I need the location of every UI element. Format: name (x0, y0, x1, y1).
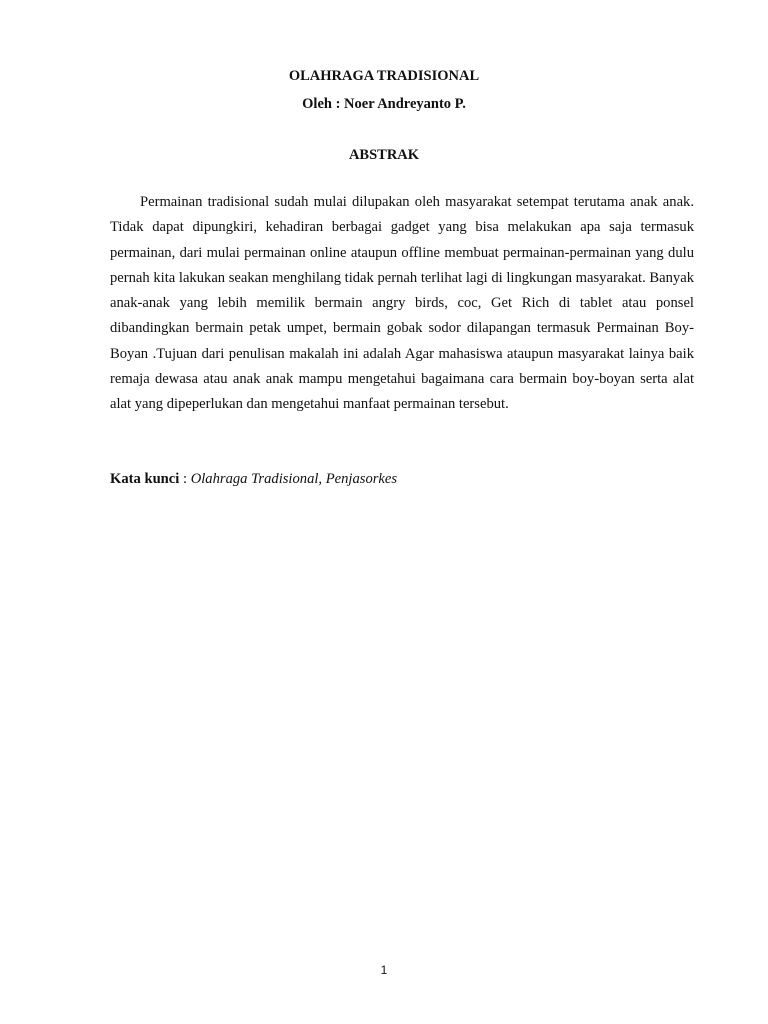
keywords-line (110, 468, 694, 490)
keywords-separator: : (179, 471, 191, 487)
keywords-label: Kata kunci (110, 471, 180, 487)
author-line: Oleh : Noer Andreyanto P. (302, 96, 466, 112)
page-number: 1 (380, 963, 388, 977)
abstract-paragraph: Permainan tradisional sudah mulai dilupakan oleh masyarakat setempat terutama anak anak. Tidak dapat dipungkiri, kehadiran berbagai gadget yang bisa melakukan apa saja termasuk permainan, dari mulai permainan online ataupun offline membuat permainan-permainan yang dulu pernah kita lakukan seakan menghilang tidak pernah terlihat lagi di lingkungan masyarakat. Banyak anak-anak yang lebih memilik bermain angry birds, coc, Get Rich di tablet atau ponsel dibandingkan bermain petak umpet, bermain gobak sodor dilapangan termasuk Permainan Boy- Boyan .Tujuan dari penulisan makalah ini adalah Agar mahasiswa ataupun masyarakat lainya baik remaja dewasa atau anak anak mampu mengetahui bagaimana cara bermain boy-boyan serta alat alat yang dipeperlukan dan mengetahui manfaat permainan tersebut. (110, 194, 694, 413)
keywords-values: Olahraga Tradisional, Penjasorkes (190, 471, 398, 487)
paper-title: OLAHRAGA TRADISIONAL (288, 68, 480, 84)
abstract-heading: ABSTRAK (348, 147, 420, 163)
